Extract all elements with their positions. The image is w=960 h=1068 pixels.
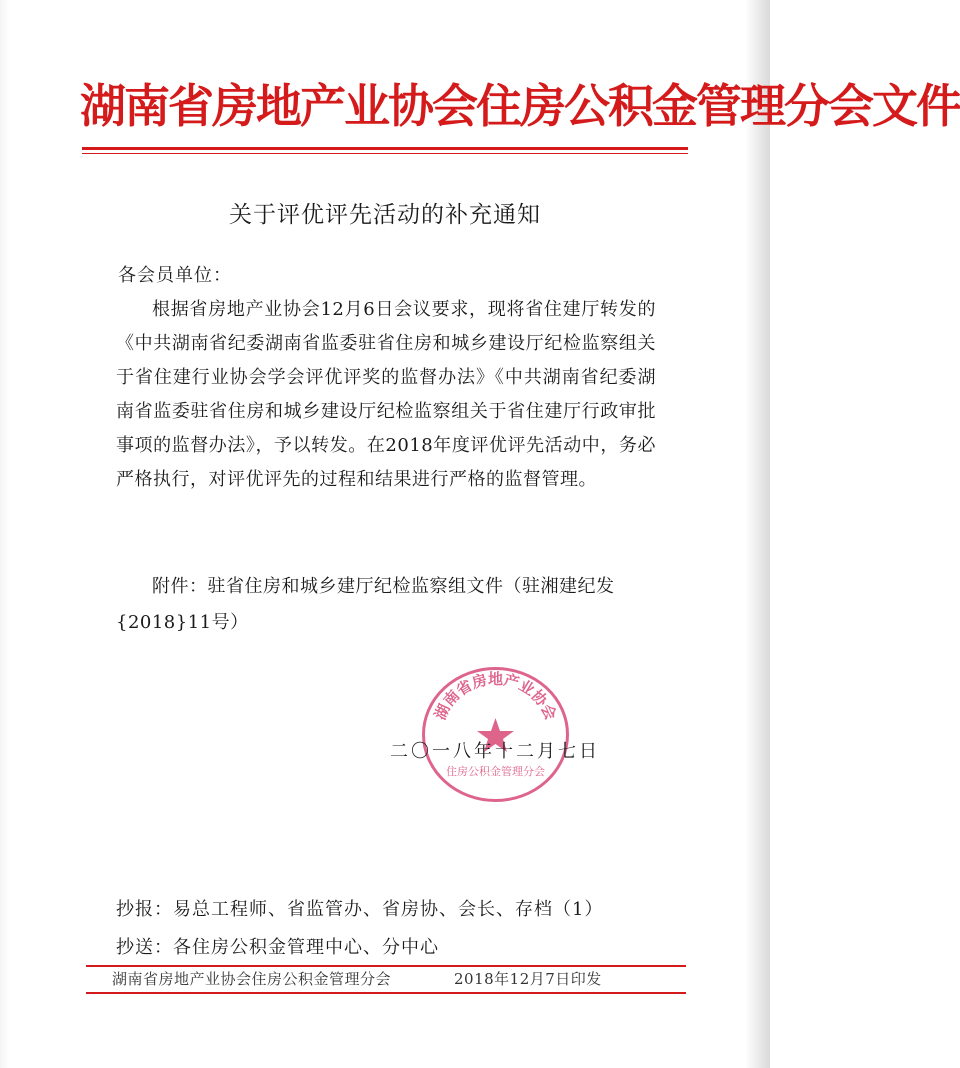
attachment-note: 附件：驻省住房和城乡建厅纪检监察组文件（驻湘建纪发{2018}11号）: [116, 576, 615, 633]
official-seal: [418, 663, 573, 806]
footer-issuer: 湖南省房地产业协会住房公积金管理分会: [112, 970, 392, 988]
seal-outer-text: 湖南省房地产业协会: [431, 670, 560, 723]
footer-issue-date: 2018年12月7日印发: [454, 970, 602, 988]
salutation: 各会员单位：: [118, 265, 232, 286]
footer-rule-top: [86, 965, 686, 967]
document-date: 二〇一八年十二月七日: [390, 741, 600, 762]
cc-report-line: 抄报：易总工程师、省监管办、省房协、会长、存档（1）: [116, 899, 604, 920]
header-rule-thin: [82, 153, 688, 154]
header-title: 湖南省房地产业协会住房公积金管理分会文件: [80, 79, 960, 133]
document-title: 关于评优评先活动的补充通知: [229, 202, 541, 228]
header-rule-thick: [82, 147, 688, 150]
body-paragraph: 根据省房地产业协会12月6日会议要求，现将省住建厅转发的《中共湖南省纪委湖南省监委驻省住房和城乡建设厅纪检监察组关于省住建行业协会学会评优评奖的监督办法》《中共湖南省纪委湖南省监委驻省住房和城乡建设厅纪检监察组关于省住建厅行政审批事项的监督办法》，予以转发。在2018年度评优评先活动中，务必严格执行，对评优评先的过程和结果进行严格的监督管理。: [116, 299, 656, 490]
footer-rule-bottom: [86, 992, 686, 994]
body-text: [116, 293, 656, 497]
cc-send-line: 抄送：各住房公积金管理中心、分中心: [116, 937, 439, 958]
seal-inner-text: 住房公积金管理分会: [446, 765, 545, 778]
